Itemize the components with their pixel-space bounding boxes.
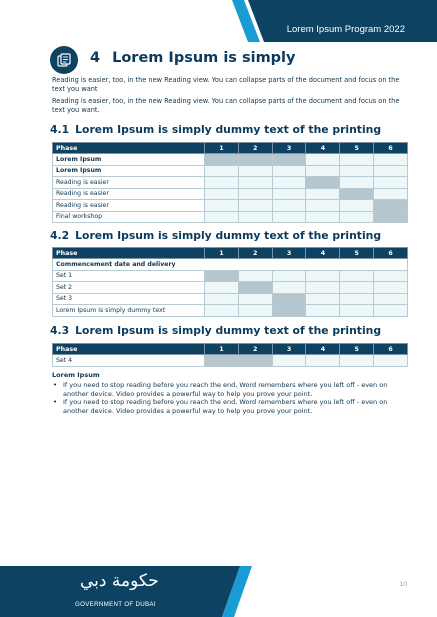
row-label: Reading is easier [53,188,205,200]
subsection-title-4-1: 4.1 Lorem Ipsum is simply dummy text of the printing [50,123,382,136]
phase-cell [272,282,306,294]
phase-cell [374,282,408,294]
phase-cell [374,177,408,189]
table-row [53,188,408,200]
column-header-2: 2 [238,248,272,259]
phase-cell [205,211,239,223]
column-header-2: 2 [238,143,272,154]
phase-table-4-3 [52,343,408,367]
phase-cell-active [272,293,306,305]
phase-cell-active [272,305,306,317]
phase-cell [272,355,306,367]
intro-paragraph-1: Reading is easier, too, in the new Reading view. You can collapse parts of the document and focus on the text you want [52,76,400,93]
phase-cell-active [205,355,239,367]
phase-cell [205,200,239,212]
column-header-phase: Phase [53,248,205,259]
phase-cell [205,282,239,294]
column-header-5: 5 [340,248,374,259]
phase-cell [205,177,239,189]
phase-cell [272,165,306,177]
column-header-1: 1 [205,143,239,154]
table-row [53,259,408,271]
subsection-title-4-3: 4.3 Lorem Ipsum is simply dummy text of the printing [50,324,382,337]
phase-cell [306,188,340,200]
notes-title: Lorem Ipsum [52,371,100,379]
phase-cell [306,293,340,305]
phase-cell [374,270,408,282]
row-label: Set 4 [53,355,205,367]
phase-cell-active [238,154,272,166]
phase-cell [272,211,306,223]
column-header-phase: Phase [53,344,205,355]
phase-cell [374,154,408,166]
phase-cell [340,305,374,317]
subsection-title-4-2: 4.2 Lorem Ipsum is simply dummy text of the printing [50,229,382,242]
government-logo-english: GOVERNMENT OF DUBAI [75,601,156,608]
phase-cell-active [238,282,272,294]
phase-cell [238,165,272,177]
phase-cell-active [374,211,408,223]
phase-cell [238,293,272,305]
phase-cell [238,211,272,223]
column-header-3: 3 [272,143,306,154]
row-label: Lorem Ipsum is simply dummy text [53,305,205,317]
phase-cell [306,305,340,317]
table-row [53,282,408,294]
phase-cell [306,154,340,166]
phase-cell [374,355,408,367]
phase-cell [272,188,306,200]
document-stack-icon [50,46,78,74]
phase-table-4-2 [52,247,408,317]
list-item: • If you need to stop reading before you reach the end, Word remembers where you left off - even on another device. Video provides a powerful way to help you prove your point. [52,381,406,398]
row-label: Lorem Ipsum [53,165,205,177]
phase-cell [238,270,272,282]
column-header-5: 5 [340,143,374,154]
row-label: Reading is easier [53,177,205,189]
header-title: Lorem Ipsum Program 2022 [286,24,405,35]
phase-cell [306,282,340,294]
phase-cell [340,355,374,367]
table-row [53,177,408,189]
phase-cell [306,211,340,223]
phase-cell [205,188,239,200]
phase-cell [205,165,239,177]
phase-cell [340,293,374,305]
list-item: • If you need to stop reading before you reach the end, Word remembers where you left off - even on another device. Video provides a powerful way to help you prove your point. [52,398,406,415]
phase-cell [340,270,374,282]
column-header-6: 6 [374,344,408,355]
phase-cell [306,165,340,177]
phase-cell [238,200,272,212]
column-header-2: 2 [238,344,272,355]
phase-cell-active [238,355,272,367]
page-number: 10 [399,581,407,588]
table-row [53,200,408,212]
phase-cell [306,355,340,367]
phase-cell [340,211,374,223]
table-row [53,305,408,317]
intro-paragraph-2: Reading is easier, too, in the new Reading view. You can collapse parts of the document and focus on the text you want. [52,97,400,114]
row-label: Final workshop [53,211,205,223]
table-header-row [53,344,408,355]
phase-cell [340,282,374,294]
row-label: Set 1 [53,270,205,282]
table-row [53,211,408,223]
table-row [53,355,408,367]
table-row [53,293,408,305]
phase-cell [374,188,408,200]
phase-cell-active [205,154,239,166]
section-title-text: Lorem Ipsum is simply [112,50,296,66]
phase-cell [238,177,272,189]
phase-cell [238,188,272,200]
row-label: Set 3 [53,293,205,305]
phase-cell [374,305,408,317]
phase-cell [205,305,239,317]
row-label: Lorem Ipsum [53,154,205,166]
phase-cell [306,200,340,212]
column-header-3: 3 [272,344,306,355]
row-label: Set 2 [53,282,205,294]
column-header-4: 4 [306,344,340,355]
phase-cell-active [306,177,340,189]
phase-cell [205,293,239,305]
column-header-3: 3 [272,248,306,259]
column-header-4: 4 [306,143,340,154]
table-header-row [53,143,408,154]
phase-cell-active [205,270,239,282]
column-header-1: 1 [205,344,239,355]
row-label: Reading is easier [53,200,205,212]
notes-list [52,381,406,415]
phase-cell [340,165,374,177]
column-header-6: 6 [374,248,408,259]
column-header-6: 6 [374,143,408,154]
table-header-row [53,248,408,259]
table-row [53,270,408,282]
column-header-1: 1 [205,248,239,259]
column-header-4: 4 [306,248,340,259]
section-number: 4 [90,50,101,66]
phase-cell [306,270,340,282]
phase-cell [374,293,408,305]
phase-cell [340,177,374,189]
table-row [53,165,408,177]
phase-cell [272,270,306,282]
phase-cell [272,177,306,189]
table-row [53,154,408,166]
phase-table-4-1 [52,142,408,223]
span-row-label: Commencement date and delivery [53,259,408,271]
phase-cell [272,200,306,212]
phase-cell-active [272,154,306,166]
phase-cell [374,165,408,177]
phase-cell-active [340,188,374,200]
phase-cell-active [374,200,408,212]
column-header-phase: Phase [53,143,205,154]
column-header-5: 5 [340,344,374,355]
phase-cell [238,305,272,317]
phase-cell [340,154,374,166]
government-logo-arabic: حكومة دبي [80,571,159,591]
phase-cell [340,200,374,212]
section-title [90,50,295,66]
header-band [232,0,437,42]
